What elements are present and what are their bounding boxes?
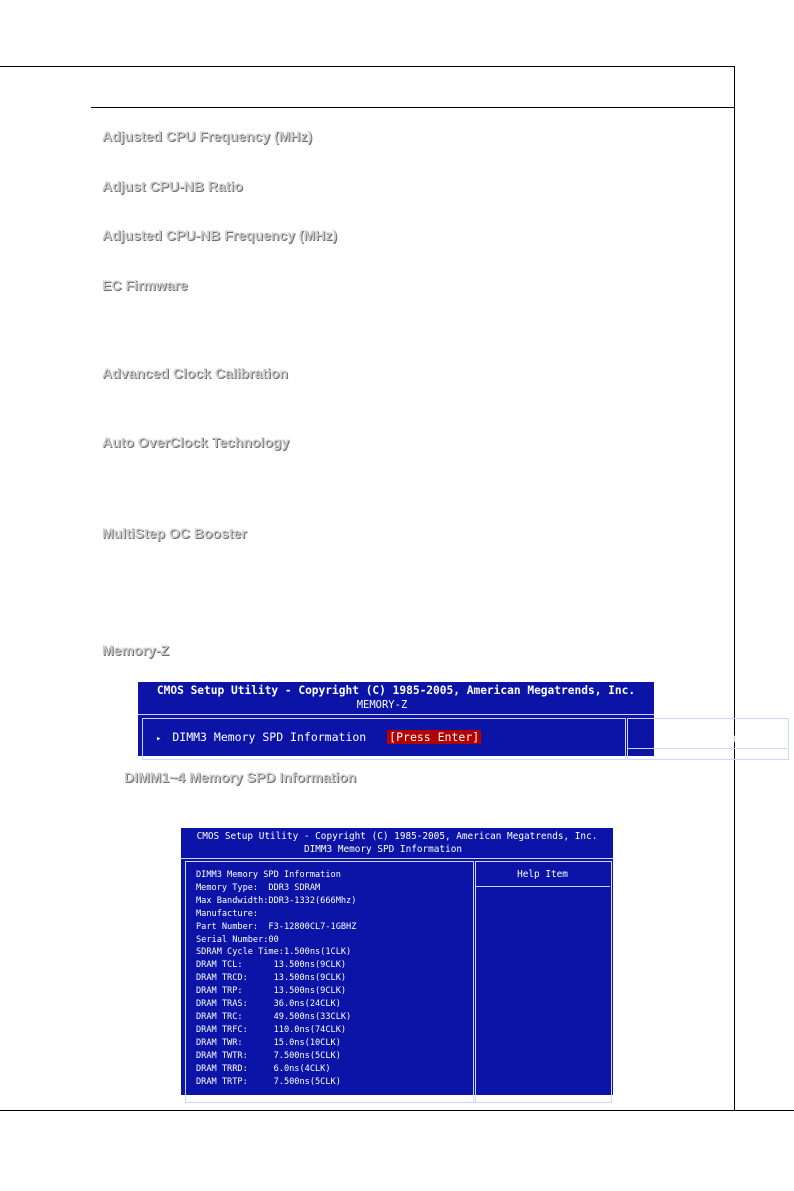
spd-info-line: Serial Number:00 xyxy=(196,934,279,945)
right-border-line xyxy=(734,66,735,1110)
press-enter-button[interactable]: [Press Enter] xyxy=(389,730,480,744)
header-rule xyxy=(91,107,735,108)
heading-memory-z: Memory-Z xyxy=(102,642,169,658)
spd-info-line: DRAM TWR: 15.0ns(10CLK) xyxy=(196,1037,341,1048)
bios-copyright-title: CMOS Setup Utility - Copyright (C) 1985-2005, American Megatrends, Inc. xyxy=(156,684,636,697)
heading-dimm-spd-information: DIMM1~4 Memory SPD Information xyxy=(124,769,357,785)
bios-menu-item-dimm3-spd[interactable] xyxy=(156,730,481,744)
bios-screen-memory-z xyxy=(138,682,739,756)
arrow-right-icon: ▸ xyxy=(156,734,162,744)
heading-auto-overclock-technology: Auto OverClock Technology xyxy=(102,434,290,450)
spd-info-line: DIMM3 Memory SPD Information xyxy=(196,870,341,880)
spd-info-line: Manufacture: xyxy=(196,908,259,919)
spd-info-line: DRAM TRRD: 6.0ns(4CLK) xyxy=(196,1063,331,1074)
spd-info-line: DRAM TRCD: 13.500ns(9CLK) xyxy=(196,973,347,984)
spd-info-line: DRAM TCL: 13.500ns(9CLK) xyxy=(196,960,347,971)
help-item-title: Help Item xyxy=(517,869,568,880)
bios-copyright-title: CMOS Setup Utility - Copyright (C) 1985-2005, American Megatrends, Inc. xyxy=(196,831,598,842)
help-divider xyxy=(475,886,610,887)
bios-screen-title: MEMORY-Z xyxy=(356,699,408,711)
help-divider xyxy=(627,748,787,749)
bios-menu-item-label: DIMM3 Memory SPD Information xyxy=(172,730,367,744)
spd-info-line: DRAM TRP: 13.500ns(9CLK) xyxy=(196,986,347,997)
heading-adjusted-cpu-frequency: Adjusted CPU Frequency (MHz) xyxy=(102,128,313,144)
spd-info-line: DRAM TRTP: 7.500ns(5CLK) xyxy=(196,1076,341,1087)
spd-info-line: Max Bandwidth:DDR3-1332(666Mhz) xyxy=(196,895,357,906)
heading-adjusted-cpu-nb-frequency: Adjusted CPU-NB Frequency (MHz) xyxy=(102,227,337,243)
help-item-title: Help Item xyxy=(675,731,739,745)
spd-info-line: Part Number: F3-12800CL7-1GBHZ xyxy=(196,921,357,932)
spd-info-line: DRAM TRAS: 36.0ns(24CLK) xyxy=(196,999,341,1010)
heading-adjust-cpu-nb-ratio: Adjust CPU-NB Ratio xyxy=(102,178,243,194)
heading-multistep-oc-booster: MultiStep OC Booster xyxy=(102,525,247,541)
heading-advanced-clock-calibration: Advanced Clock Calibration xyxy=(102,365,288,381)
spd-info-line: SDRAM Cycle Time:1.500ns(1CLK) xyxy=(196,947,352,958)
bios-divider xyxy=(181,858,613,859)
top-border-line xyxy=(0,66,735,67)
bios-screen-title: DIMM3 Memory SPD Information xyxy=(303,844,463,855)
bios-screen-dimm3-spd xyxy=(181,828,613,1095)
bios-help-panel xyxy=(475,861,612,1103)
spd-info-line: DRAM TRFC: 110.0ns(74CLK) xyxy=(196,1024,347,1035)
spd-info-line: DRAM TWTR: 7.500ns(5CLK) xyxy=(196,1050,341,1061)
bios-divider xyxy=(138,714,654,715)
spd-info-line: DRAM TRC: 49.500ns(33CLK) xyxy=(196,1011,352,1022)
spd-info-line: Memory Type: DDR3 SDRAM xyxy=(196,882,321,893)
spd-info-list xyxy=(196,869,356,1088)
bottom-border-line xyxy=(0,1110,794,1111)
heading-ec-firmware: EC Firmware xyxy=(102,277,188,293)
